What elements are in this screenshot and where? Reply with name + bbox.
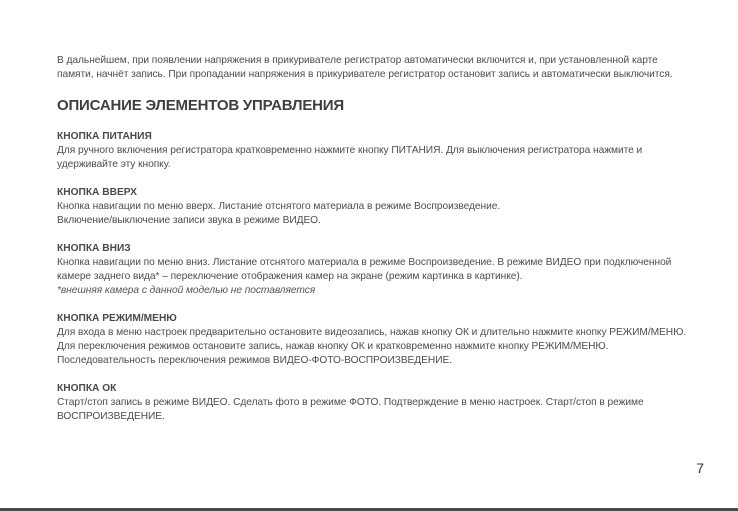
- power-button-title: КНОПКА ПИТАНИЯ: [57, 131, 152, 142]
- ok-button-section: [57, 382, 687, 424]
- manual-page-content: [57, 54, 687, 438]
- ok-button-description: Старт/стоп запись в режиме ВИДЕО. Сделать фото в режиме ФОТО. Подтверждение в меню настроек. Старт/стоп в режиме ВОСПРОИЗВЕДЕНИЕ.: [57, 397, 644, 422]
- mode-menu-button-section: [57, 312, 687, 368]
- down-button-section: [57, 242, 687, 298]
- up-button-audio-description: Включение/выключение записи звука в режиме ВИДЕО.: [57, 215, 321, 226]
- up-button-title: КНОПКА ВВЕРХ: [57, 187, 137, 198]
- ok-button-title: КНОПКА ОК: [57, 383, 117, 394]
- down-button-description: Кнопка навигации по меню вниз. Листание отснятого материала в режиме Воспроизведение. В режиме ВИДЕО при подключенной камере заднего вида* – переключение отображения камер на экране (режим картинка в картинке).: [57, 257, 672, 282]
- mode-menu-enter-description: Для входа в меню настроек предварительно остановите видеозапись, нажав кнопку ОК и длительно нажмите кнопку РЕЖИМ/МЕНЮ.: [57, 327, 687, 338]
- up-button-description: Кнопка навигации по меню вверх. Листание отснятого материала в режиме Воспроизведение.: [57, 201, 501, 212]
- power-button-section: [57, 130, 687, 172]
- section-heading: ОПИСАНИЕ ЭЛЕМЕНТОВ УПРАВЛЕНИЯ: [57, 97, 344, 114]
- power-button-description: Для ручного включения регистратора кратковременно нажмите кнопку ПИТАНИЯ. Для выключения регистратора нажмите и удерживайте эту кнопку.: [57, 145, 643, 170]
- up-button-section: [57, 186, 687, 228]
- page-number: 7: [696, 460, 704, 476]
- down-button-title: КНОПКА ВНИЗ: [57, 243, 131, 254]
- intro-paragraph: В дальнейшем, при появлении напряжения в прикуривателе регистратор автоматически включится и, при установленной карте памяти, начнёт запись. При пропадании напряжения в прикуривателе регистратор остановит запись и автоматически выключится.: [57, 55, 673, 80]
- mode-menu-button-title: КНОПКА РЕЖИМ/МЕНЮ: [57, 313, 177, 324]
- mode-menu-switch-description: Для переключения режимов остановите запись, нажав кнопку ОК и кратковременно нажмите кнопку РЕЖИМ/МЕНЮ. Последовательность переключения режимов ВИДЕО-ФОТО-ВОСПРОИЗВЕДЕНИЕ.: [57, 341, 609, 366]
- external-camera-note: *внешняя камера с данной моделью не поставляется: [57, 285, 316, 296]
